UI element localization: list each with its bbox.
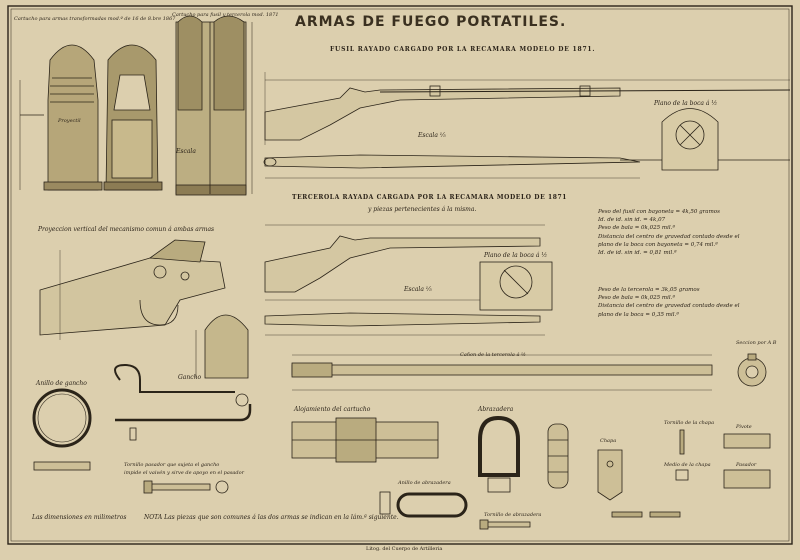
screw-label: Tornillo pasador que sujeta el gancho — [124, 462, 220, 468]
clamp-band-drawing — [548, 424, 568, 488]
carbine-scale: Escala ¹⁄₅ — [404, 286, 432, 293]
section-label: Seccion por A B — [736, 340, 777, 346]
screw-note: impide el vaivén y sirve de apoyo en el pasador — [124, 470, 244, 476]
clamp-ring-drawing — [380, 492, 466, 516]
plate-screw-head-label: Medio de la chapa — [664, 462, 711, 468]
clamp-screw-drawing — [480, 520, 530, 529]
carbine-spec-line: plano de la boca = 0,35 mil.ª — [598, 311, 679, 318]
plate-part-label: Chapa — [600, 438, 617, 444]
carbine-spec-line: Distancia del centro de gravedad contado desde el — [598, 303, 740, 310]
cartridge-section-inner — [104, 45, 162, 190]
screw-drawing — [144, 481, 228, 493]
barrel-section-ab — [738, 354, 766, 386]
dimensions-note: Las dimensiones en milimetros — [32, 514, 127, 521]
cartridge-scale: Escala — [176, 148, 196, 155]
plate-part-drawing — [598, 450, 622, 500]
clamp-screw-label: Tornillo de abrazadera — [484, 512, 542, 518]
hook-ring-drawing — [34, 390, 90, 470]
hook-label: Gancho — [178, 374, 202, 381]
plate-note: NOTA Las piezas que son comunes á las dos armas se indican en la lám.ª siguiente. — [144, 514, 399, 521]
cartridge-label-1871: Cartucho para fusil y tercerola mod. 1871 — [172, 12, 279, 18]
plate-screw-label: Tornillo de la chapa — [664, 420, 715, 426]
rifle-muzzle-label: Plano de la boca á ½ — [654, 100, 718, 107]
plate-title: ARMAS DE FUEGO PORTATILES. — [295, 14, 567, 30]
breech-mechanism — [40, 240, 225, 340]
cartridge-seat-drawing — [292, 418, 438, 462]
swivel-label: Pasador — [736, 462, 757, 468]
carbine-muzzle-plane — [480, 262, 552, 310]
projection-caption: Proyeccion vertical del mecanismo comun á ambas armas — [38, 226, 215, 233]
rifle-scale: Escala ¹⁄₅ — [418, 132, 446, 139]
carbine-muzzle-label: Plano de la boca á ½ — [484, 252, 548, 259]
hook-ring-label: Anillo de gancho — [36, 380, 87, 387]
carbine-title: TERCEROLA RAYADA CARGADA POR LA RECAMARA MODELO DE 1871 — [292, 194, 568, 201]
plate-screw-drawing — [676, 430, 688, 480]
cartridge-label-transformed: Cartucho para armas transformadas mod.º de 16 de 8.bre 1867 — [14, 16, 176, 22]
rifle-spec-line: plano de la boca con bayoneta = 0,74 mil.ª — [598, 241, 718, 248]
carbine-plan-view — [265, 313, 545, 335]
swivel-drawing — [724, 434, 770, 488]
carbine-spec-line: Peso de bala = 0k,025 mil.ª — [598, 295, 675, 302]
rifle-spec-line: Id. de id. sin id. = 0,81 mil.ª — [598, 250, 677, 257]
cartridge-seat-detail — [196, 315, 248, 378]
rifle-spec-line: Peso del fusil con bayoneta = 4k,50 gramos — [598, 209, 720, 215]
cartridge-seat-label: Alojamiento del cartucho — [294, 406, 371, 413]
swivel-cap-label: Pivote — [736, 424, 752, 430]
lithograph-imprint: Litog. del Cuerpo de Artilleria — [366, 546, 443, 552]
carbine-barrel — [292, 355, 712, 390]
carbine-spec-line: Peso de la tercerola = 3k,05 gramos — [598, 287, 700, 293]
clamp-ring-label: Anillo de abrazadera — [398, 480, 451, 486]
clamp-label: Abrazadera — [478, 406, 514, 413]
clamp-drawing — [480, 418, 518, 492]
rifle-spec-line: Distancia del centro de gravedad contado desde el — [598, 233, 740, 240]
rifle-muzzle-plane — [662, 109, 718, 171]
carbine-specs — [598, 286, 739, 319]
small-screw-drawing — [612, 512, 680, 517]
cartridge-section-1871 — [176, 16, 252, 195]
rifle-spec-line: Id. de id. sin id. = 4k,07 — [598, 217, 666, 224]
rifle-spec-line: Peso de bala = 0k,025 mil.ª — [598, 225, 675, 232]
rifle-title: FUSIL RAYADO CARGADO POR LA RECAMARA MODELO DE 1871. — [330, 46, 596, 53]
rifle-specs — [598, 208, 739, 257]
bullet-label: Proyectil — [58, 118, 81, 124]
barrel-label: Cañon de la tercerola á ½ — [460, 352, 526, 358]
carbine-subtitle: y piezas pertenecientes á la misma. — [368, 206, 477, 213]
